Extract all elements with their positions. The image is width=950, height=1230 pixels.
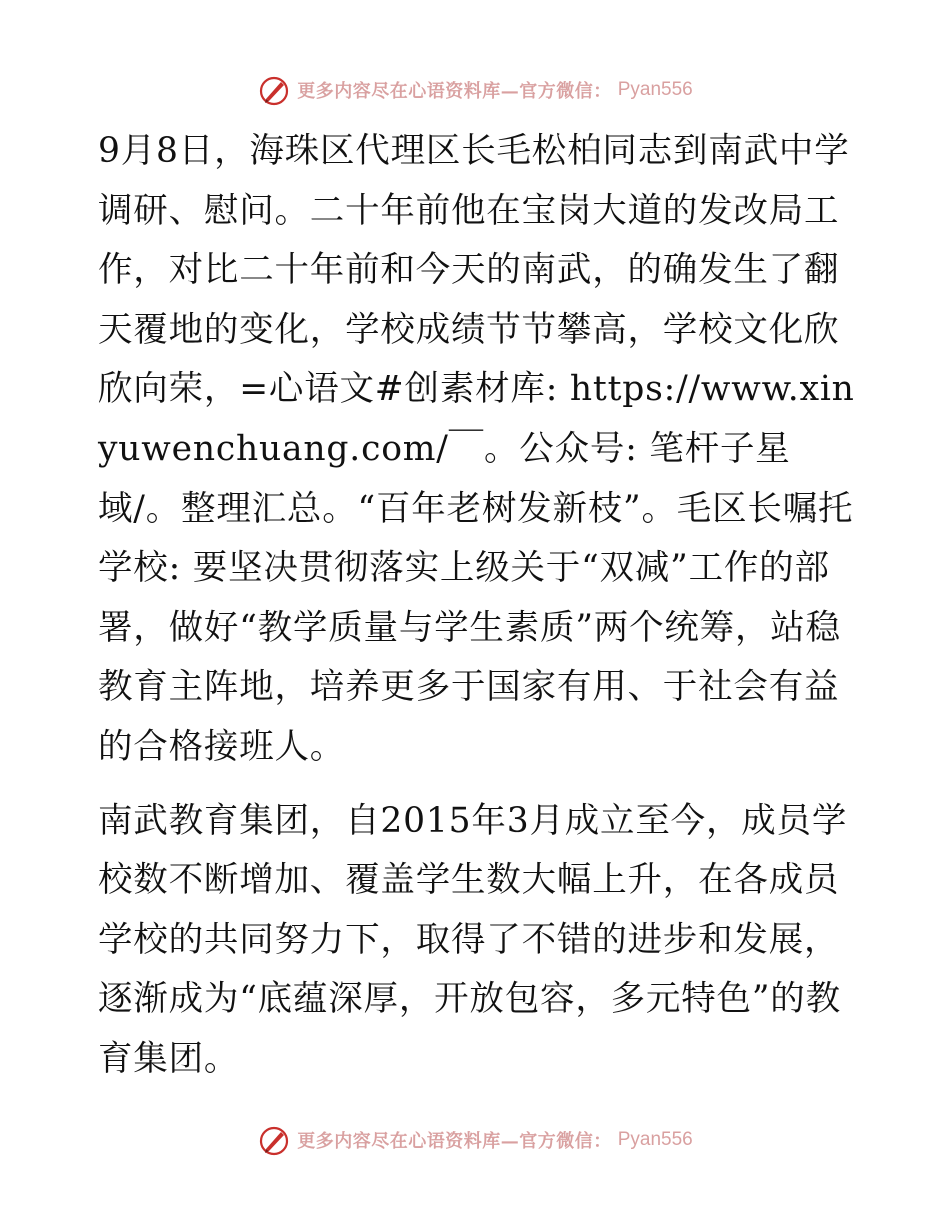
watermark-wechat-id: Pyan556: [617, 79, 693, 100]
watermark-wechat-id: Pyan556: [617, 1129, 693, 1150]
footer-watermark: [0, 1120, 950, 1160]
article-body: [98, 122, 858, 1090]
pen-logo-icon: [257, 1123, 291, 1157]
watermark-text: 更多内容尽在心语资料库—官方微信：: [297, 81, 612, 102]
article-paragraph: 南武教育集团，自2015年3月成立至今，成员学校数不断增加、覆盖学生数大幅上升，在各成员学校的共同努力下，取得了不错的进步和发展，逐渐成为“底蕴深厚，开放包容，多元特色”的教育集团。: [98, 800, 848, 1079]
article-paragraph: 9月8日，海珠区代理区长毛松柏同志到南武中学调研、慰问。二十年前他在宝岗大道的发改局工作，对比二十年前和今天的南武，的确发生了翻天覆地的变化，学校成绩节节攀高，学校文化欣欣向荣，=心语文#创素材库: https://www.xinyuwenchuang.com/￣。公众号: 笔杆子星域/。整理汇总。“百年老树发新枝”。毛区长嘱托学校: 要坚决贯彻落实上级关于“双减”工作的部署，做好“教学质量与学生素质”两个统筹，站稳教育主阵地，培养更多于国家有用、于社会有益的合格接班人。: [98, 131, 855, 767]
watermark-text: 更多内容尽在心语资料库—官方微信：: [297, 1131, 612, 1152]
pen-logo-icon: [257, 73, 291, 107]
header-watermark: [0, 70, 950, 110]
